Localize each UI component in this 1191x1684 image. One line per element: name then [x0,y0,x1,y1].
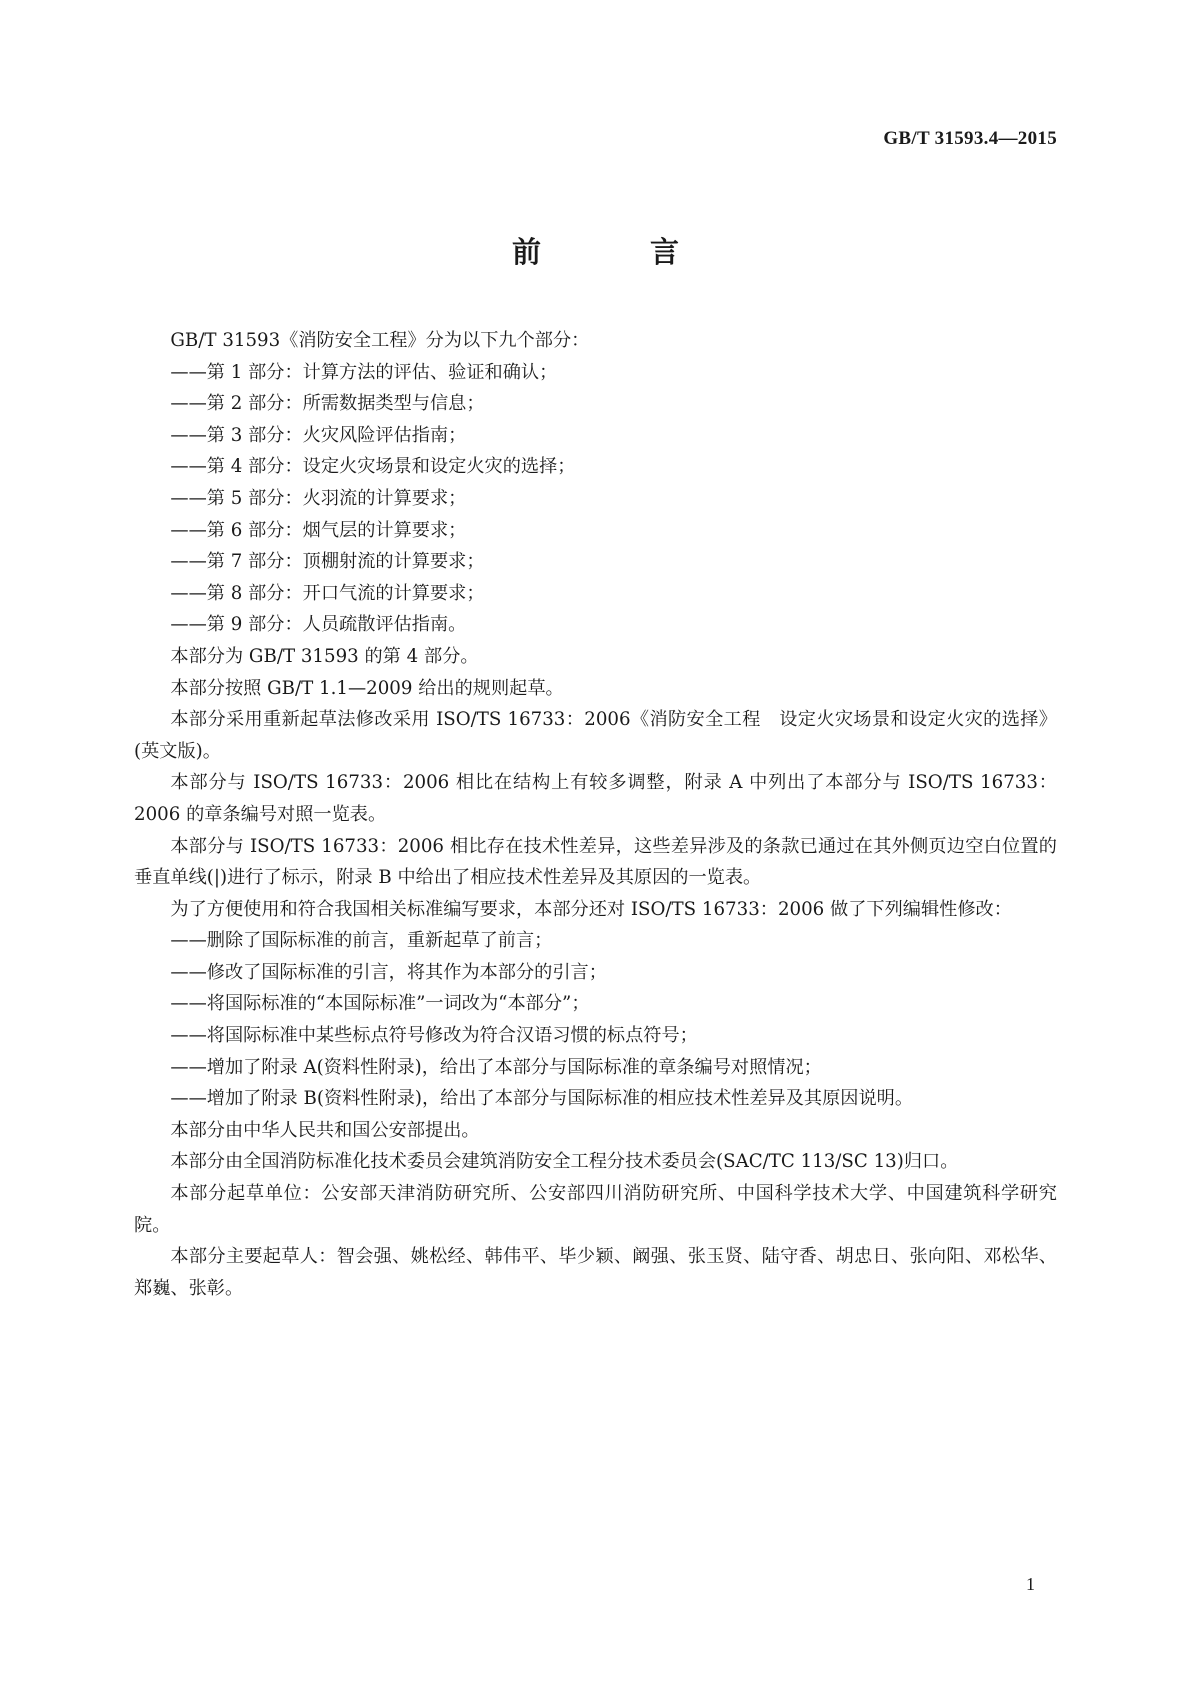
paragraph: 为了方便使用和符合我国相关标准编写要求，本部分还对 ISO/TS 16733：2006 做了下列编辑性修改： [170,898,1012,920]
paragraph: 本部分由全国消防标准化技术委员会建筑消防安全工程分技术委员会(SAC/TC 113/SC 13)归口。 [170,1151,959,1173]
paragraph: 本部分起草单位：公安部天津消防研究所、公安部四川消防研究所、中国科学技术大学、中国建筑科学研究院。 [134,1183,1057,1236]
paragraph: 本部分为 GB/T 31593 的第 4 部分。 [170,645,479,667]
paragraph: 本部分由中华人民共和国公安部提出。 [170,1119,480,1141]
edit-list-item: ——将国际标准中某些标点符号修改为符合汉语习惯的标点符号； [170,1025,698,1047]
edit-list-item: ——增加了附录 B(资料性附录)，给出了本部分与国际标准的相应技术性差异及其原因说明。 [170,1088,914,1110]
part-list-item: ——第 7 部分：顶棚射流的计算要求； [170,551,485,573]
edit-list-item: ——修改了国际标准的引言，将其作为本部分的引言； [170,961,607,983]
page-number: 1 [1026,1574,1035,1594]
page-title: 前 言 [511,235,719,269]
part-list-item: ——第 1 部分：计算方法的评估、验证和确认； [170,361,558,383]
edit-list-item: ——将国际标准的“本国际标准”一词改为“本部分”； [170,993,590,1015]
part-list-item: ——第 3 部分：火灾风险评估指南； [170,424,467,446]
foreword-body [134,325,1057,1304]
edit-list-item: ——删除了国际标准的前言，重新起草了前言； [170,930,553,952]
part-list-item: ——第 9 部分：人员疏散评估指南。 [170,614,467,636]
paragraph: 本部分与 ISO/TS 16733：2006 相比在结构上有较多调整，附录 A 中列出了本部分与 ISO/TS 16733：2006 的章条编号对照一览表。 [134,772,1057,825]
paragraph: 本部分与 ISO/TS 16733：2006 相比存在技术性差异，这些差异涉及的条款已通过在其外侧页边空白位置的垂直单线(|)进行了标示，附录 B 中给出了相应技术性差异及其原因的一览表。 [134,835,1057,889]
paragraph: GB/T 31593《消防安全工程》分为以下九个部分： [170,330,590,351]
part-list-item: ——第 6 部分：烟气层的计算要求； [170,519,467,541]
part-list-item: ——第 5 部分：火羽流的计算要求； [170,487,467,509]
edit-list-item: ——增加了附录 A(资料性附录)，给出了本部分与国际标准的章条编号对照情况； [170,1056,822,1078]
standard-code: GB/T 31593.4—2015 [883,128,1057,149]
paragraph: 本部分采用重新起草法修改采用 ISO/TS 16733：2006《消防安全工程 设定火灾场景和设定火灾的选择》(英文版)。 [134,709,1057,762]
part-list-item: ——第 4 部分：设定火灾场景和设定火灾的选择； [170,456,576,478]
part-list-item: ——第 2 部分：所需数据类型与信息； [170,393,485,415]
paragraph: 本部分主要起草人：智会强、姚松经、韩伟平、毕少颖、阚强、张玉贤、陆守香、胡忠日、张向阳、邓松华、郑巍、张彰。 [134,1246,1057,1299]
part-list-item: ——第 8 部分：开口气流的计算要求； [170,582,485,604]
paragraph: 本部分按照 GB/T 1.1—2009 给出的规则起草。 [170,677,564,699]
